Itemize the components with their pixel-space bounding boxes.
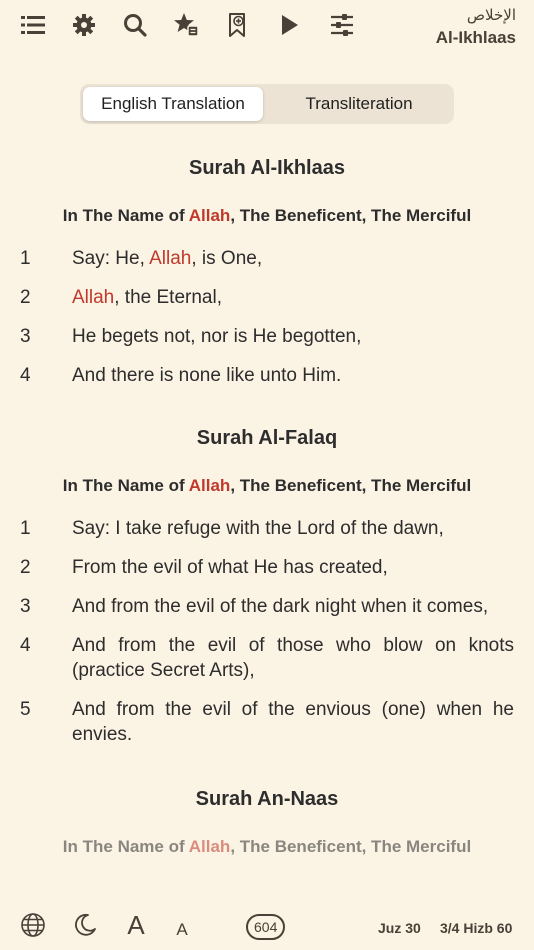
moon-icon[interactable] — [70, 908, 100, 942]
tab-transliteration[interactable]: Transliteration — [305, 94, 413, 113]
surah-title: Surah Al-Ikhlaas — [189, 157, 345, 179]
verse[interactable]: 2 Allah, the Eternal, — [20, 287, 222, 308]
verse[interactable]: 2 From the evil of what He has created, — [20, 557, 388, 578]
top-toolbar — [0, 0, 534, 60]
current-surah-label[interactable] — [436, 6, 516, 49]
verse-number: 4 — [20, 635, 31, 656]
font-decrease-button[interactable]: A — [176, 920, 188, 939]
translation-mode-segmented-control — [80, 84, 454, 124]
gear-icon[interactable] — [69, 10, 99, 40]
surah-title: Surah Al-Falaq — [196, 427, 338, 449]
reading-content[interactable] — [0, 140, 534, 900]
bismillah: In The Name of Allah, The Beneficent, The Merciful — [62, 206, 472, 225]
verse-number: 3 — [20, 326, 31, 347]
verse[interactable]: 1 Say: I take refuge with the Lord of the dawn, — [20, 518, 444, 539]
verse[interactable]: 5 And from the evil of the envious (one) when he envies. — [20, 699, 514, 745]
bottom-toolbar — [0, 900, 534, 950]
play-icon[interactable] — [274, 10, 304, 40]
verse-number: 1 — [20, 248, 31, 269]
starred-notes-icon[interactable] — [171, 10, 201, 40]
verse[interactable]: 4 And there is none like unto Him. — [20, 365, 342, 386]
verse-number: 1 — [20, 518, 31, 539]
verse-number: 5 — [20, 699, 31, 720]
bismillah: In The Name of Allah, The Beneficent, The Merciful — [62, 837, 472, 856]
sliders-icon[interactable] — [327, 10, 357, 40]
surah-english-name: Al-Ikhlaas — [435, 28, 516, 47]
globe-icon[interactable] — [18, 908, 48, 942]
verse[interactable]: 4 And from the evil of those who blow on knots (practice Secret Arts), — [20, 635, 514, 681]
font-increase-button[interactable]: A — [127, 909, 145, 940]
juz-label: Juz 30 — [378, 920, 421, 936]
list-icon[interactable] — [18, 10, 48, 40]
surah-title: Surah An-Naas — [195, 788, 339, 810]
bismillah: In The Name of Allah, The Beneficent, The Merciful — [62, 476, 472, 495]
verse[interactable]: 3 And from the evil of the dark night when it comes, — [20, 596, 489, 617]
bookmark-add-icon[interactable] — [222, 10, 252, 40]
search-icon[interactable] — [120, 10, 150, 40]
verse[interactable]: 1 Say: He, Allah, is One, — [20, 248, 263, 269]
verse-number: 4 — [20, 365, 31, 386]
verse-number: 2 — [20, 557, 31, 578]
page-number-badge[interactable]: 604 — [246, 914, 285, 940]
tab-english-translation[interactable]: English Translation — [83, 87, 263, 121]
verse-number: 2 — [20, 287, 31, 308]
verse[interactable]: 3 He begets not, nor is He begotten, — [20, 326, 362, 347]
verse-number: 3 — [20, 596, 31, 617]
surah-arabic-name: الإخلاص — [466, 6, 516, 24]
hizb-label: 3/4 Hizb 60 — [440, 920, 513, 936]
